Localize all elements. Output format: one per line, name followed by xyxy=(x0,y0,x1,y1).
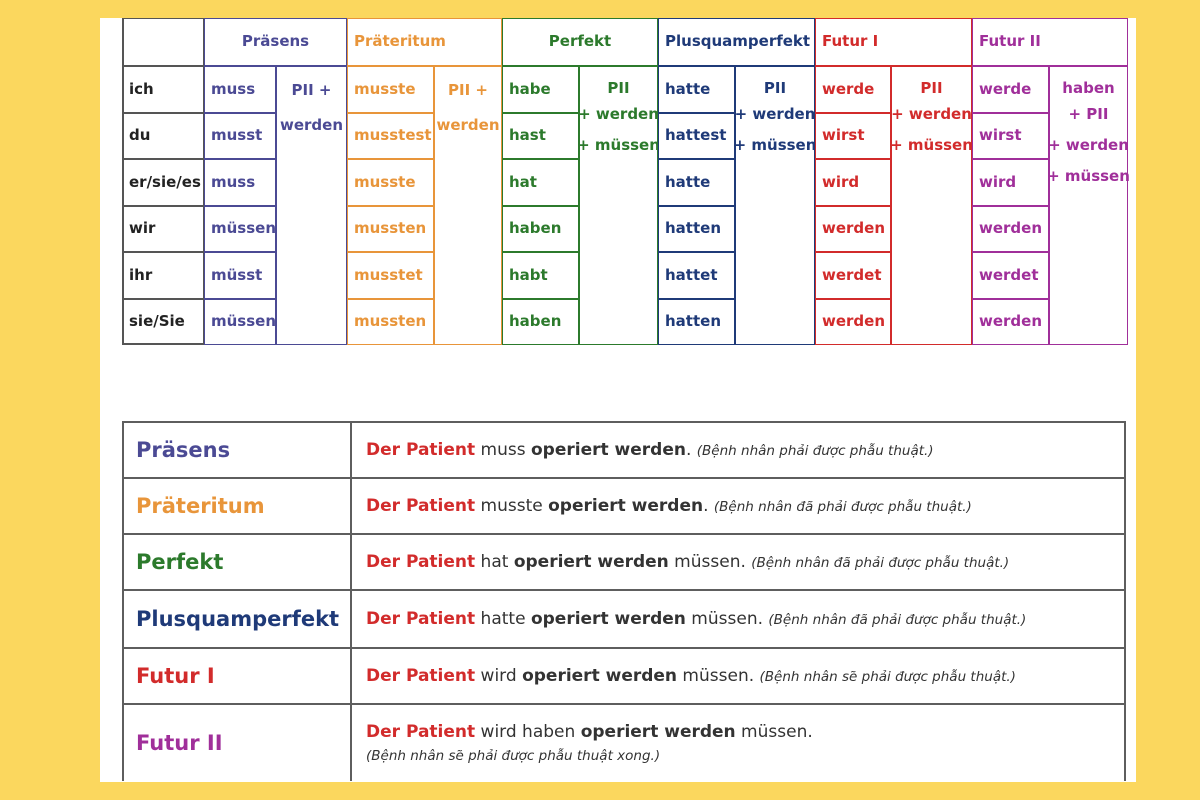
sentence-text: müssen. xyxy=(685,609,769,629)
sentence-text: . xyxy=(703,496,714,516)
sentence-subject: Der Patient xyxy=(366,496,476,516)
verb-form-cell: mussten xyxy=(347,299,434,346)
sentence-line xyxy=(366,722,1116,742)
vietnamese-translation: (Bệnh nhân phải được phẫu thuật.) xyxy=(696,443,934,459)
example-row xyxy=(122,647,1126,703)
sentence-line xyxy=(366,609,1116,629)
pronoun-cell: sie/Sie xyxy=(122,299,204,346)
example-row xyxy=(122,533,1126,589)
sentence-text: müssen. xyxy=(677,666,760,686)
auxiliary-line: + PII xyxy=(1068,105,1109,123)
pronoun-cell: er/sie/es xyxy=(122,159,204,206)
auxiliary-line: + werden xyxy=(1048,136,1129,154)
tense-header: Präteritum xyxy=(347,18,502,66)
sentence-line xyxy=(366,552,1116,572)
verb-form-cell: hatte xyxy=(658,159,735,206)
example-tense-label: Präsens xyxy=(124,423,352,477)
sentence-verb-phrase: operiert werden xyxy=(531,440,686,460)
auxiliary-line: PII + xyxy=(291,81,332,99)
example-tense-label: Futur II xyxy=(124,705,352,781)
tense-header: Perfekt xyxy=(502,18,658,66)
auxiliary-line: + müssen xyxy=(577,136,660,154)
example-tense-label: Futur I xyxy=(124,649,352,703)
example-tense-label: Perfekt xyxy=(124,535,352,589)
example-sentence xyxy=(366,705,1116,781)
example-row xyxy=(122,421,1126,477)
auxiliary-construction xyxy=(735,66,815,345)
auxiliary-line: haben xyxy=(1062,79,1115,97)
sentence-text: wird haben xyxy=(475,721,581,742)
vietnamese-translation: (Bệnh nhân đã phải được phẫu thuật.) xyxy=(751,555,1010,571)
sentence-verb-phrase: operiert werden xyxy=(530,609,686,629)
verb-form-cell: werden xyxy=(815,206,891,253)
sentence-text: hatte xyxy=(475,609,531,629)
verb-form-cell: hat xyxy=(502,159,579,206)
verb-form-cell: haben xyxy=(502,206,579,253)
pronoun-cell: ihr xyxy=(122,252,204,299)
worksheet xyxy=(100,18,1136,782)
verb-form-cell: hast xyxy=(502,113,579,160)
vietnamese-translation: (Bệnh nhân đã phải được phẫu thuật.) xyxy=(768,612,1027,628)
verb-form-cell: müssen xyxy=(204,299,276,346)
verb-form-cell: mussten xyxy=(347,206,434,253)
auxiliary-construction xyxy=(276,66,347,345)
example-row xyxy=(122,477,1126,533)
auxiliary-line: + werden xyxy=(891,105,972,123)
sentence-text: müssen. xyxy=(735,721,813,742)
pronoun-cell: du xyxy=(122,113,204,160)
sentence-verb-phrase: operiert werden xyxy=(548,496,704,516)
verb-form-cell: habt xyxy=(502,252,579,299)
auxiliary-line: werden xyxy=(436,116,500,134)
auxiliary-line: + müssen xyxy=(733,136,817,154)
example-sentence xyxy=(366,535,1116,589)
verb-form-cell: wird xyxy=(972,159,1049,206)
verb-form-cell: hatte xyxy=(658,66,735,113)
verb-form-cell: habe xyxy=(502,66,579,113)
tense-header: Plusquamperfekt xyxy=(658,18,815,66)
pronoun-cell: ich xyxy=(122,66,204,113)
sentence-text: muss xyxy=(475,440,531,460)
verb-form-cell: hatten xyxy=(658,299,735,346)
auxiliary-line: PII xyxy=(920,79,943,97)
verb-form-cell: werdet xyxy=(972,252,1049,299)
auxiliary-line: + müssen xyxy=(1047,167,1130,185)
sentence-verb-phrase: operiert werden xyxy=(513,552,669,572)
verb-form-cell: musste xyxy=(347,159,434,206)
sentence-subject: Der Patient xyxy=(366,666,476,686)
auxiliary-construction xyxy=(579,66,658,345)
verb-form-cell: werden xyxy=(972,206,1049,253)
sentence-text: hat xyxy=(475,552,514,572)
sentence-line xyxy=(366,742,1116,765)
verb-form-cell: müssen xyxy=(204,206,276,253)
tense-header: Futur I xyxy=(815,18,972,66)
example-sentence xyxy=(366,649,1116,703)
verb-form-cell: hattest xyxy=(658,113,735,160)
verb-form-cell: müsst xyxy=(204,252,276,299)
verb-form-cell: werden xyxy=(815,299,891,346)
verb-form-cell: werden xyxy=(972,299,1049,346)
example-row xyxy=(122,703,1126,781)
example-tense-label: Präteritum xyxy=(124,479,352,533)
sentence-line xyxy=(366,440,1116,460)
verb-form-cell: musstet xyxy=(347,252,434,299)
auxiliary-line: PII xyxy=(607,79,630,97)
auxiliary-line: + werden xyxy=(734,105,816,123)
verb-form-cell: hatten xyxy=(658,206,735,253)
example-sentence xyxy=(366,423,1116,477)
example-sentence xyxy=(366,479,1116,533)
verb-form-cell: werdet xyxy=(815,252,891,299)
conjugation-table xyxy=(122,18,1130,346)
auxiliary-line: werden xyxy=(279,116,344,134)
corner-cell xyxy=(122,18,204,66)
sentence-text: . xyxy=(685,440,697,460)
vietnamese-translation: (Bệnh nhân sẽ phải được phẫu thuật.) xyxy=(759,669,1016,685)
example-tense-label: Plusquamperfekt xyxy=(124,591,352,647)
verb-form-cell: musst xyxy=(204,113,276,160)
verb-form-cell: wirst xyxy=(972,113,1049,160)
auxiliary-construction xyxy=(891,66,972,345)
vietnamese-translation: (Bệnh nhân sẽ phải được phẫu thuật xong.) xyxy=(366,747,661,764)
auxiliary-line: PII xyxy=(763,79,787,97)
sentence-text: wird xyxy=(475,666,523,686)
sentence-verb-phrase: operiert werden xyxy=(522,666,678,686)
sentence-subject: Der Patient xyxy=(366,440,476,460)
verb-form-cell: haben xyxy=(502,299,579,346)
sentence-subject: Der Patient xyxy=(366,609,476,629)
example-sentence xyxy=(366,591,1116,647)
sentence-verb-phrase: operiert werden xyxy=(580,721,736,742)
pronoun-cell: wir xyxy=(122,206,204,253)
sentence-text: musste xyxy=(475,496,549,516)
verb-form-cell: muss xyxy=(204,159,276,206)
auxiliary-construction xyxy=(434,66,502,345)
vietnamese-translation: (Bệnh nhân đã phải được phẫu thuật.) xyxy=(713,499,972,515)
example-row xyxy=(122,589,1126,647)
auxiliary-line: + müssen xyxy=(890,136,973,154)
verb-form-cell: werde xyxy=(815,66,891,113)
verb-form-cell: musste xyxy=(347,66,434,113)
auxiliary-line: + werden xyxy=(578,105,659,123)
verb-form-cell: hattet xyxy=(658,252,735,299)
verb-form-cell: muss xyxy=(204,66,276,113)
verb-form-cell: werde xyxy=(972,66,1049,113)
auxiliary-construction xyxy=(1049,66,1128,345)
sentence-text: müssen. xyxy=(668,552,752,572)
tense-header: Präsens xyxy=(204,18,347,66)
sentence-line xyxy=(366,666,1116,686)
verb-form-cell: musstest xyxy=(347,113,434,160)
sentence-subject: Der Patient xyxy=(366,552,476,572)
auxiliary-line: PII + xyxy=(448,81,488,99)
verb-form-cell: wird xyxy=(815,159,891,206)
verb-form-cell: wirst xyxy=(815,113,891,160)
sentence-subject: Der Patient xyxy=(366,721,476,742)
sentence-line xyxy=(366,496,1116,516)
tense-header: Futur II xyxy=(972,18,1128,66)
